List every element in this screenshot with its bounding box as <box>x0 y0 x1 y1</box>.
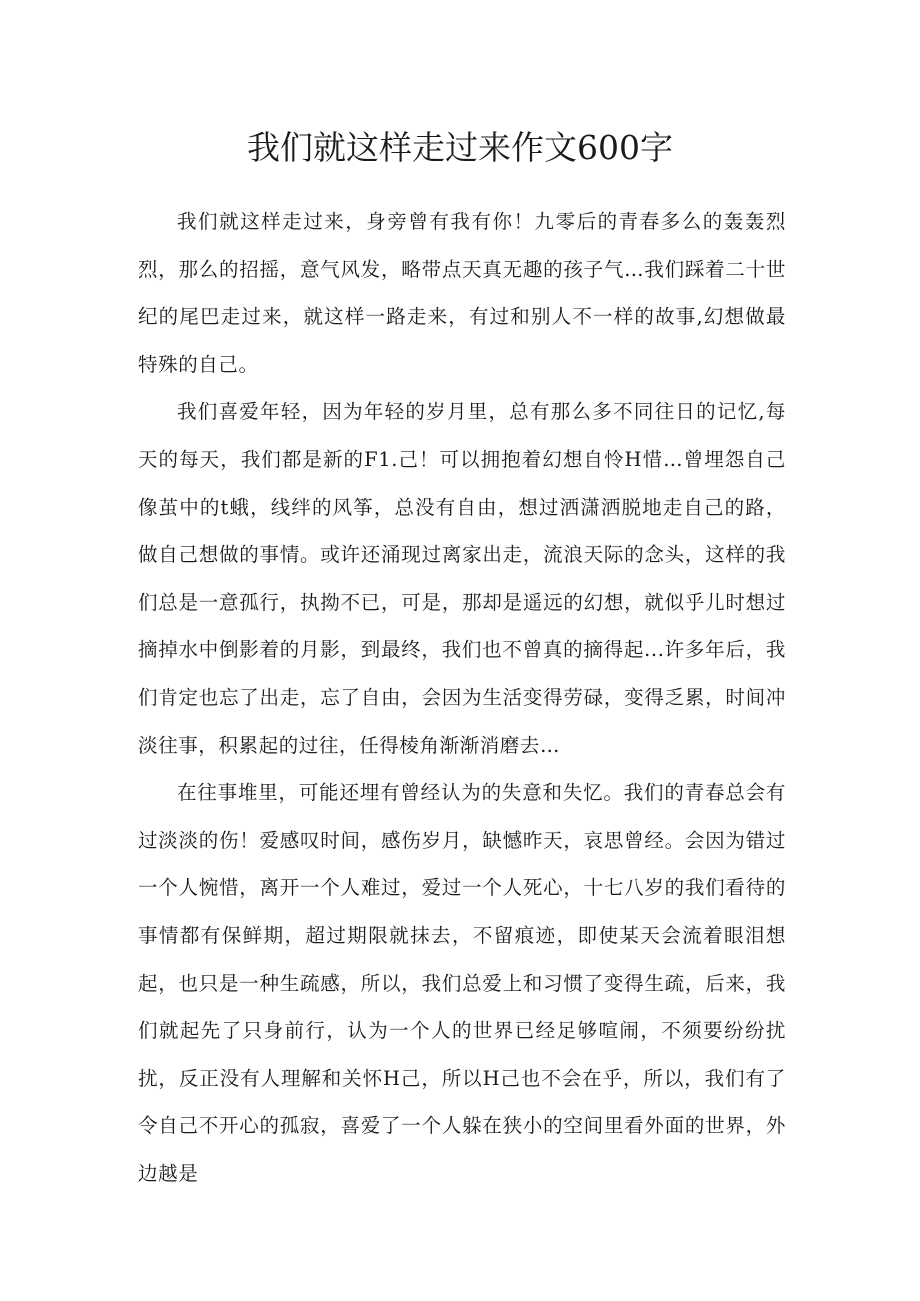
paragraph-3: 在往事堆里，可能还埋有曾经认为的失意和失忆。我们的青春总会有过淡淡的伤！爱感叹时间，感伤岁月，缺憾昨天，哀思曾经。会因为错过一个人惋惜，离开一个人难过，爱过一个人死心，十七八岁的我们看待的事情都有保鲜期，超过期限就抹去，不留痕迹，即使某天会流着眼泪想起，也只是一种生疏感，所以，我们总爱上和习惯了变得生疏，后来，我们就起先了只身前行，认为一个人的世界已经足够喧闹，不须要纷纷扰扰，反正没有人理解和关怀H己，所以H己也不会在乎，所以，我们有了令自己不开心的孤寂，喜爱了一个人躲在狭小的空间里看外面的世界，外边越是 <box>138 781 786 1185</box>
document-body <box>138 198 786 1197</box>
paragraph-2: 我们喜爱年轻，因为年轻的岁月里，总有那么多不同往日的记忆,每天的每天，我们都是新的F1.己！可以拥抱着幻想自怜H惜…曾埋怨自己像茧中的t蛾，线绊的风筝，总没有自由，想过洒潇洒脱地走自己的路，做自己想做的事情。或许还涌现过离家出走，流浪天际的念头，这样的我们总是一意孤行，执拗不已，可是，那却是遥远的幻想，就似乎儿时想过摘掉水中倒影着的月影，到最终，我们也不曾真的摘得起...许多年后，我们肯定也忘了出走，忘了自由，会因为生活变得劳碌，变得乏累，时间冲淡往事，积累起的过往，任得棱角渐渐消磨去… <box>138 400 786 757</box>
paragraph-1: 我们就这样走过来，身旁曾有我有你！九零后的青春多么的轰轰烈烈，那么的招摇，意气风发，略带点天真无趣的孩子气…我们踩着二十世纪的尾巴走过来，就这样一路走来，有过和别人不一样的故事,幻想做最特殊的自己。 <box>138 210 786 376</box>
document-title: 我们就这样走过来作文600字 <box>247 128 673 167</box>
